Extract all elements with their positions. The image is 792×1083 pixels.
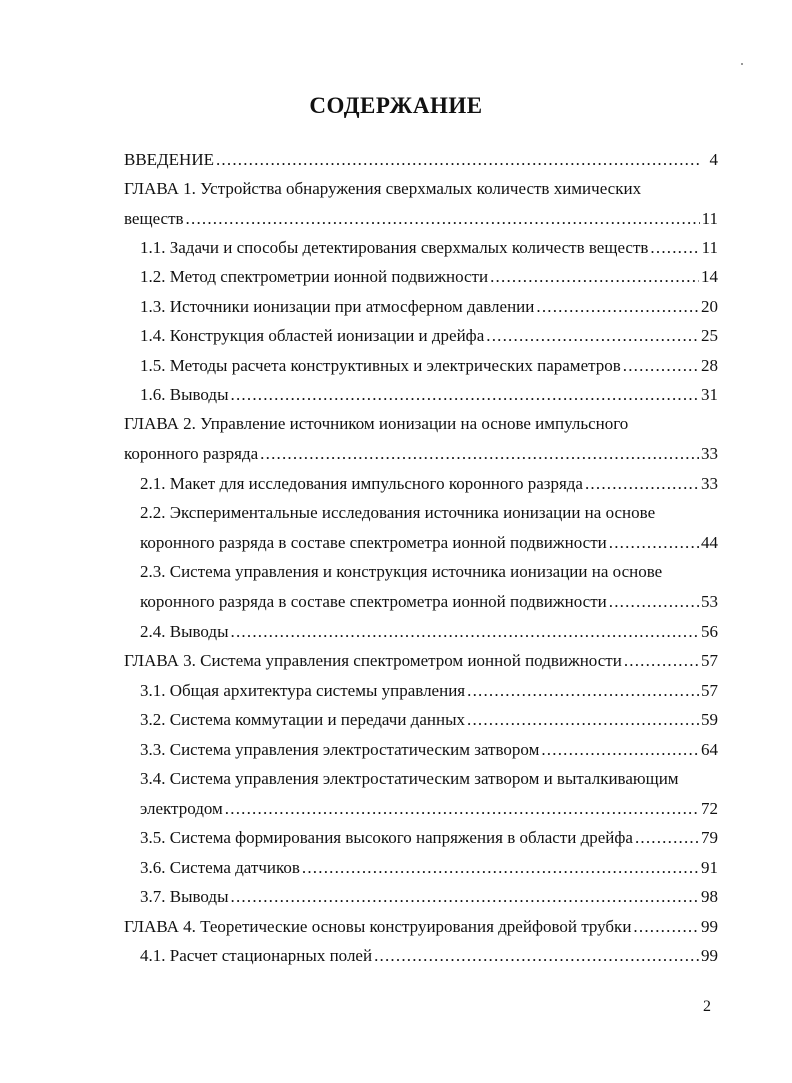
toc-entry-label: коронного разряда в составе спектрометра ионной подвижности (140, 533, 607, 552)
toc-entry-label: ГЛАВА 4. Теоретические основы конструирования дрейфовой трубки (124, 917, 632, 936)
toc-entry-label: коронного разряда (124, 444, 259, 463)
toc-entry-label: 1.2. Метод спектрометрии ионной подвижности (140, 267, 489, 286)
toc-page-number: 53 (701, 592, 718, 611)
dot-leader (490, 266, 699, 288)
toc-section-3-4[interactable] (140, 794, 718, 820)
toc-chapter-3[interactable] (124, 646, 718, 672)
dot-leader (302, 857, 699, 879)
toc-section-1-6[interactable] (140, 380, 718, 406)
dot-leader (186, 208, 700, 230)
toc-entry-label: 2.4. Выводы (140, 622, 229, 641)
toc-chapter-2-line1[interactable]: ГЛАВА 2. Управление источником ионизации на основе импульсного (124, 414, 629, 433)
toc-section-4-1[interactable] (140, 941, 718, 967)
page-title: СОДЕРЖАНИЕ (309, 93, 483, 118)
toc-section-2-3[interactable] (140, 587, 718, 613)
toc-entry-label: 3.3. Система управления электростатическим затвором (140, 740, 540, 759)
toc-section-3-5[interactable] (140, 823, 718, 849)
toc-page-number: 79 (701, 828, 718, 847)
dot-leader (467, 709, 699, 731)
toc-section-3-3[interactable] (140, 735, 718, 761)
toc-entry-label: 1.1. Задачи и способы детектирования сверхмалых количеств веществ (140, 238, 649, 257)
dot-leader (624, 650, 699, 672)
toc-entry-label: коронного разряда в составе спектрометра ионной подвижности (140, 592, 607, 611)
toc-page-number: 44 (701, 533, 718, 552)
scan-speck (741, 63, 743, 65)
toc-page-number: 57 (701, 651, 718, 670)
toc-entry-label: веществ (124, 209, 184, 228)
toc-page-number: 64 (701, 740, 718, 759)
toc-page-number: 11 (701, 238, 718, 257)
dot-leader (486, 325, 699, 347)
toc-section-2-2-line1[interactable]: 2.2. Экспериментальные исследования источника ионизации на основе (140, 503, 656, 522)
toc-section-2-4[interactable] (140, 617, 718, 643)
toc-entry-label: 3.2. Система коммутации и передачи данных (140, 710, 465, 729)
toc-entry-label: 3.6. Система датчиков (140, 858, 300, 877)
toc-page-number: 31 (701, 385, 718, 404)
toc-section-3-1[interactable] (140, 676, 718, 702)
dot-leader (633, 916, 699, 938)
dot-leader (467, 680, 699, 702)
toc-entry-label: электродом (140, 799, 223, 818)
toc-page-number: 59 (701, 710, 718, 729)
dot-leader (231, 621, 699, 643)
toc-section-1-3[interactable] (140, 292, 718, 318)
toc-entry-label: 1.3. Источники ионизации при атмосферном давлении (140, 297, 535, 316)
toc-section-3-7[interactable] (140, 882, 718, 908)
toc-entry-label: ВВЕДЕНИЕ (124, 150, 214, 169)
toc-page-number: 28 (701, 356, 718, 375)
dot-leader (231, 384, 699, 406)
dot-leader (635, 827, 699, 849)
toc-page-number: 11 (701, 209, 718, 228)
toc-page-number: 56 (701, 622, 718, 641)
toc-page-number: 57 (701, 681, 718, 700)
dot-leader (585, 473, 699, 495)
toc-entry-label: ГЛАВА 3. Система управления спектрометром ионной подвижности (124, 651, 622, 670)
toc-page-number: 33 (701, 444, 718, 463)
dot-leader (536, 296, 699, 318)
dot-leader (374, 945, 699, 967)
toc-page-number: 33 (701, 474, 718, 493)
toc-entry-label: 1.5. Методы расчета конструктивных и электрических параметров (140, 356, 621, 375)
toc-section-3-6[interactable] (140, 853, 718, 879)
toc-entry-label: 3.1. Общая архитектура системы управления (140, 681, 466, 700)
toc-chapter-1[interactable] (124, 204, 718, 230)
dot-leader (541, 739, 699, 761)
dot-leader (623, 355, 699, 377)
toc-entry-label: 1.4. Конструкция областей ионизации и дрейфа (140, 326, 485, 345)
toc-entry-label: 3.5. Система формирования высокого напряжения в области дрейфа (140, 828, 633, 847)
toc-chapter-2[interactable] (124, 439, 718, 465)
toc-chapter-4[interactable] (124, 912, 718, 938)
toc-page-number: 20 (701, 297, 718, 316)
toc-section-1-5[interactable] (140, 351, 718, 377)
dot-leader (216, 149, 702, 171)
toc-section-1-2[interactable] (140, 262, 718, 288)
dot-leader (225, 798, 699, 820)
toc-page-number: 99 (701, 946, 718, 965)
toc-entry-label: 3.7. Выводы (140, 887, 229, 906)
toc-section-1-4[interactable] (140, 321, 718, 347)
toc-entry-label: 1.6. Выводы (140, 385, 229, 404)
dot-leader (650, 237, 699, 259)
toc-section-2-2[interactable] (140, 528, 718, 554)
toc-section-3-2[interactable] (140, 705, 718, 731)
toc-page-number: 99 (701, 917, 718, 936)
toc-section-1-1[interactable] (140, 233, 718, 259)
toc-page-number: 25 (701, 326, 718, 345)
toc-page-number: 14 (701, 267, 718, 286)
toc-page-number: 4 (709, 150, 718, 169)
toc-entry-label: 2.1. Макет для исследования импульсного коронного разряда (140, 474, 583, 493)
toc-page-number: 98 (701, 887, 718, 906)
toc-section-2-3-line1[interactable]: 2.3. Система управления и конструкция источника ионизации на основе (140, 562, 663, 581)
toc-page-number: 72 (701, 799, 718, 818)
toc-chapter-1-line1[interactable]: ГЛАВА 1. Устройства обнаружения сверхмалых количеств химических (124, 179, 642, 198)
toc-section-2-1[interactable] (140, 469, 718, 495)
toc-section-3-4-line1[interactable]: 3.4. Система управления электростатическим затвором и выталкивающим (140, 769, 679, 788)
toc-entry-intro[interactable] (124, 145, 718, 171)
page-number: 2 (703, 998, 711, 1015)
dot-leader (231, 886, 699, 908)
toc-entry-label: 4.1. Расчет стационарных полей (140, 946, 373, 965)
toc-page-number: 91 (701, 858, 718, 877)
dot-leader (609, 591, 699, 613)
dot-leader (260, 443, 699, 465)
dot-leader (609, 532, 699, 554)
